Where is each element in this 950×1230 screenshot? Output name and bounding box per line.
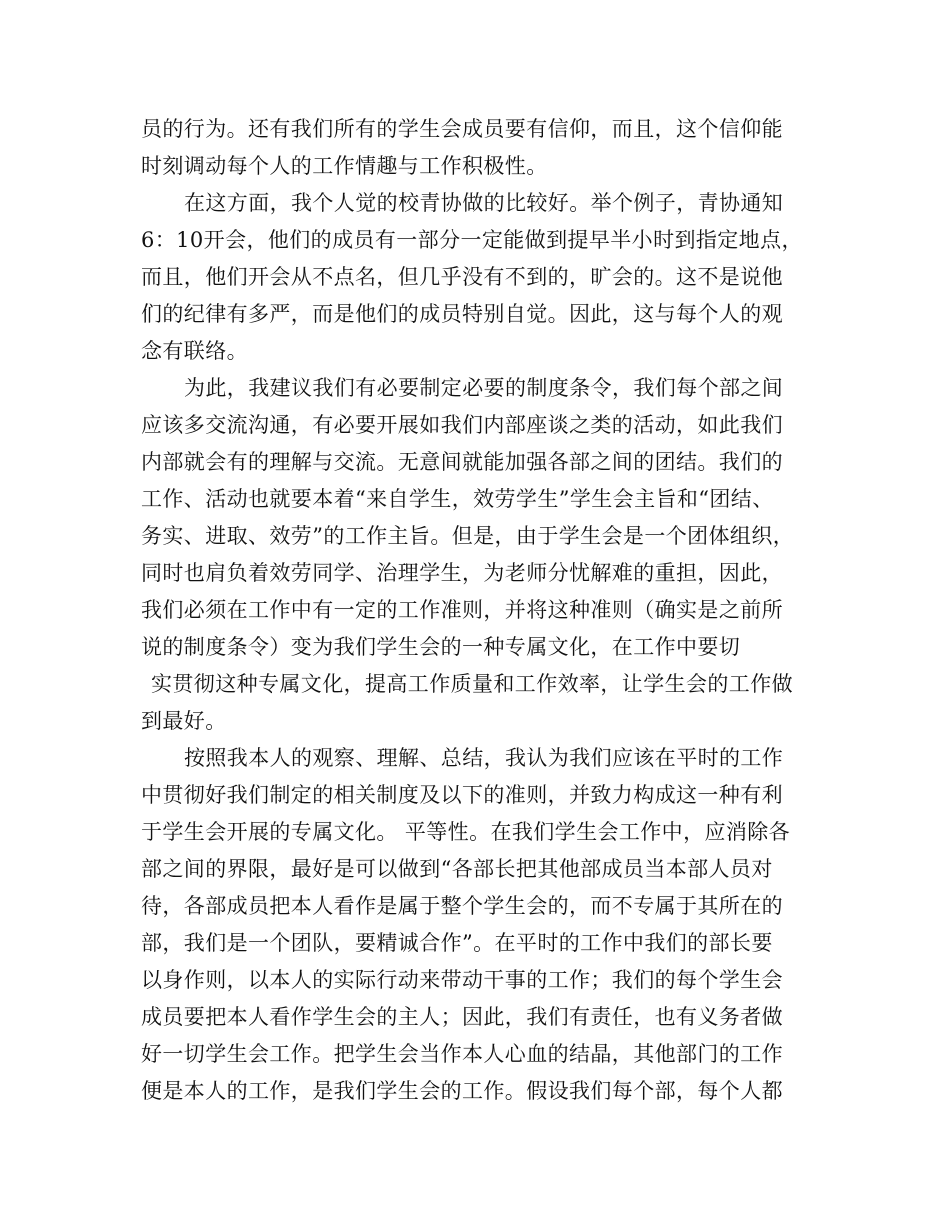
text-line: 6：10开会，他们的成员有一部分一定能做到提早半小时到指定地点，: [141, 228, 803, 252]
text-line: 部，我们是一个团队，要精诚合作”。在平时的工作中我们的部长要: [141, 931, 773, 955]
text-line: 于学生会开展的专属文化。 平等性。在我们学生会工作中，应消除各: [141, 820, 791, 844]
document-body: [141, 111, 821, 1110]
text-line: 待，各部成员把本人看作是属于整个学生会的，而不专属于其所在的: [141, 894, 783, 918]
text-line: 们的纪律有多严，而是他们的成员特别自觉。因此，这与每个人的观: [141, 302, 783, 326]
paragraph-first-line: 按照我本人的观察、理解、总结，我认为我们应该在平时的工作: [184, 746, 784, 770]
text-line: 到最好。: [141, 709, 227, 733]
text-line: 工作、活动也就要本着“来自学生，效劳学生”学生会主旨和“团结、: [141, 487, 774, 511]
text-line: 应该多交流沟通，有必要开展如我们内部座谈之类的活动，如此我们: [141, 413, 783, 437]
text-line: 内部就会有的理解与交流。无意间就能加强各部之间的团结。我们的: [141, 450, 783, 474]
paragraph-first-line: 为此，我建议我们有必要制定必要的制度条令，我们每个部之间: [184, 376, 784, 400]
text-line: 说的制度条令）变为我们学生会的一种专属文化，在工作中要切: [141, 635, 741, 659]
text-line: 成员要把本人看作学生会的主人；因此，我们有责任，也有义务者做: [141, 1005, 783, 1029]
text-line: 中贯彻好我们制定的相关制度及以下的准则，并致力构成这一种有利: [141, 783, 783, 807]
text-line: 而且，他们开会从不点名，但几乎没有不到的，旷会的。这不是说他: [141, 265, 783, 289]
text-line: 务实、进取、效劳”的工作主旨。但是，由于学生会是一个团体组织，: [141, 524, 795, 548]
text-line: 实贯彻这种专属文化，提高工作质量和工作效率，让学生会的工作做: [151, 672, 793, 696]
text-line: 同时也肩负着效劳同学、治理学生，为老师分忧解难的重担，因此，: [141, 561, 783, 585]
text-line: 便是本人的工作，是我们学生会的工作。假设我们每个部，每个人都: [141, 1079, 783, 1103]
text-line: 部之间的界限，最好是可以做到“各部长把其他部成员当本部人员对: [141, 857, 773, 881]
text-line: 员的行为。还有我们所有的学生会成员要有信仰，而且，这个信仰能: [141, 117, 783, 141]
text-line: 时刻调动每个人的工作情趣与工作积极性。: [141, 154, 548, 178]
text-line: 我们必须在工作中有一定的工作准则，并将这种准则（确实是之前所: [141, 598, 783, 622]
paragraph-first-line: 在这方面，我个人觉的校青协做的比较好。举个例子，青协通知: [184, 191, 784, 215]
text-line: 好一切学生会工作。把学生会当作本人心血的结晶，其他部门的工作: [141, 1042, 783, 1066]
text-line: 以身作则，以本人的实际行动来带动干事的工作；我们的每个学生会: [141, 968, 783, 992]
text-line: 念有联络。: [141, 339, 248, 363]
